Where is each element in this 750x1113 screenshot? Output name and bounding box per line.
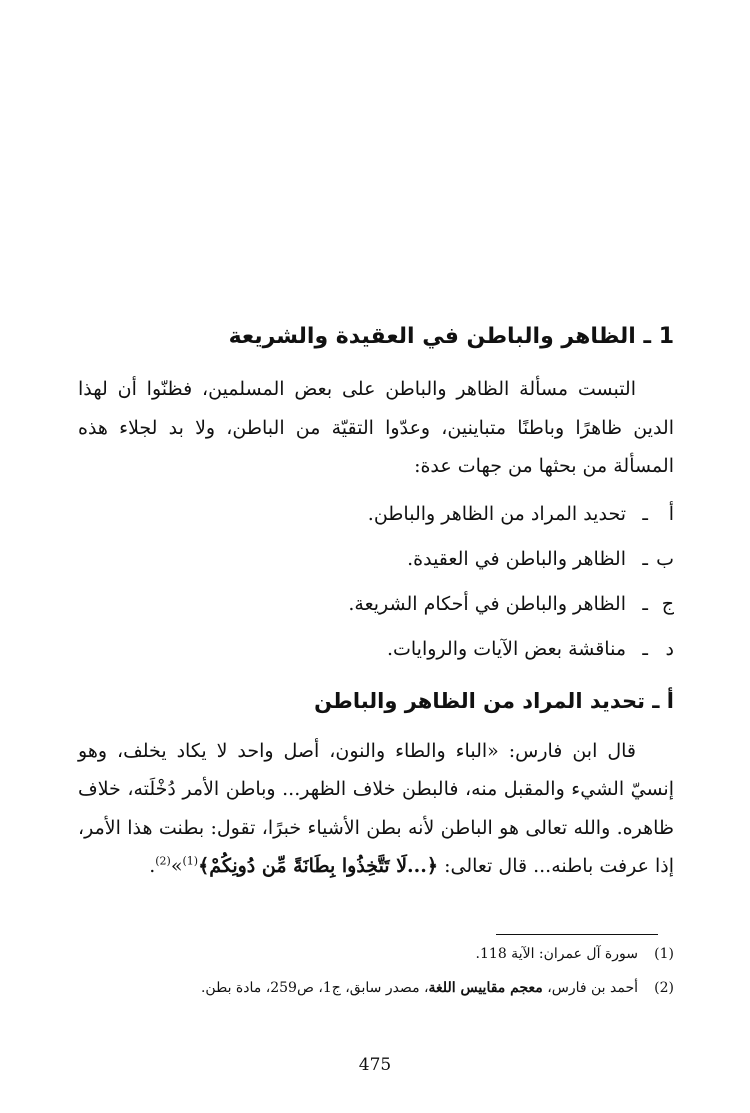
intro-paragraph: التبست مسألة الظاهر والباطن على بعض المسلمين، فظنّوا أن لهذا الدين ظاهرًا وباطنًا متباينين، وعدّوا التقيّة من الباطن، ولا بد لجلاء هذه المسألة من بحثها من جهات عدة: xyxy=(78,378,674,477)
list-item: جـالظاهر والباطن في أحكام الشريعة. xyxy=(78,582,674,627)
section-heading: 1 ـ الظاهر والباطن في العقيدة والشريعة xyxy=(228,324,674,349)
body-paragraph xyxy=(78,732,674,886)
list-item: أـتحديد المراد من الظاهر والباطن. xyxy=(78,492,674,537)
list-item: بـالظاهر والباطن في العقيدة. xyxy=(78,537,674,582)
footnote-number: (1) xyxy=(654,946,674,962)
footnote-number: (2) xyxy=(654,980,674,996)
subsection-heading: أ ـ تحديد المراد من الظاهر والباطن xyxy=(314,688,674,713)
footnote-ref: (2) xyxy=(155,854,171,868)
footnote-ref: (1) xyxy=(182,854,199,868)
list-marker: ج xyxy=(661,592,674,615)
footnote-divider xyxy=(496,934,658,935)
list-item-text: الظاهر والباطن في العقيدة. xyxy=(407,547,626,570)
topic-list xyxy=(78,492,674,672)
quote-close: » xyxy=(170,855,183,877)
footnote-text: ، مصدر سابق، ج1، ص259، مادة بطن. xyxy=(200,980,429,996)
list-item-text: تحديد المراد من الظاهر والباطن. xyxy=(367,502,626,525)
sentence-end: . xyxy=(149,855,156,877)
book-title: معجم مقاييس اللغة xyxy=(428,980,543,996)
footnote xyxy=(78,944,674,964)
body-text: قال ابن فارس: «الباء والطاء والنون، أصل واحد لا يكاد يخلف، وهو إنسيّ الشيء والمقبل منه، فالبطن خلاف الظهر... وباطن الأمر دُخْلَته، خلاف ظاهره. والله تعالى هو الباطن لأنه بطن الأشياء خبرًا، تقول: بطنت هذا الأمر، إذا عرفت باطنه... قال تعالى: xyxy=(78,739,674,877)
page-number: 475 xyxy=(358,1055,392,1075)
list-marker: د xyxy=(665,637,674,660)
list-marker: ب xyxy=(656,547,674,570)
footnotes xyxy=(78,944,674,1012)
footnote-text: سورة آل عمران: الآية 118. xyxy=(475,946,638,962)
quran-quote: ﴿...لَا تَتَّخِذُوا بِطَانَةً مِّن دُونِكُمْ﴾ xyxy=(198,855,439,877)
list-marker: أ xyxy=(668,502,674,525)
list-item-text: الظاهر والباطن في أحكام الشريعة. xyxy=(348,592,626,615)
footnote-text: أحمد بن فارس، xyxy=(542,980,638,996)
list-item: دـمناقشة بعض الآيات والروايات. xyxy=(78,627,674,672)
footnote xyxy=(78,978,674,998)
page-content xyxy=(78,318,674,886)
list-item-text: مناقشة بعض الآيات والروايات. xyxy=(386,637,626,660)
